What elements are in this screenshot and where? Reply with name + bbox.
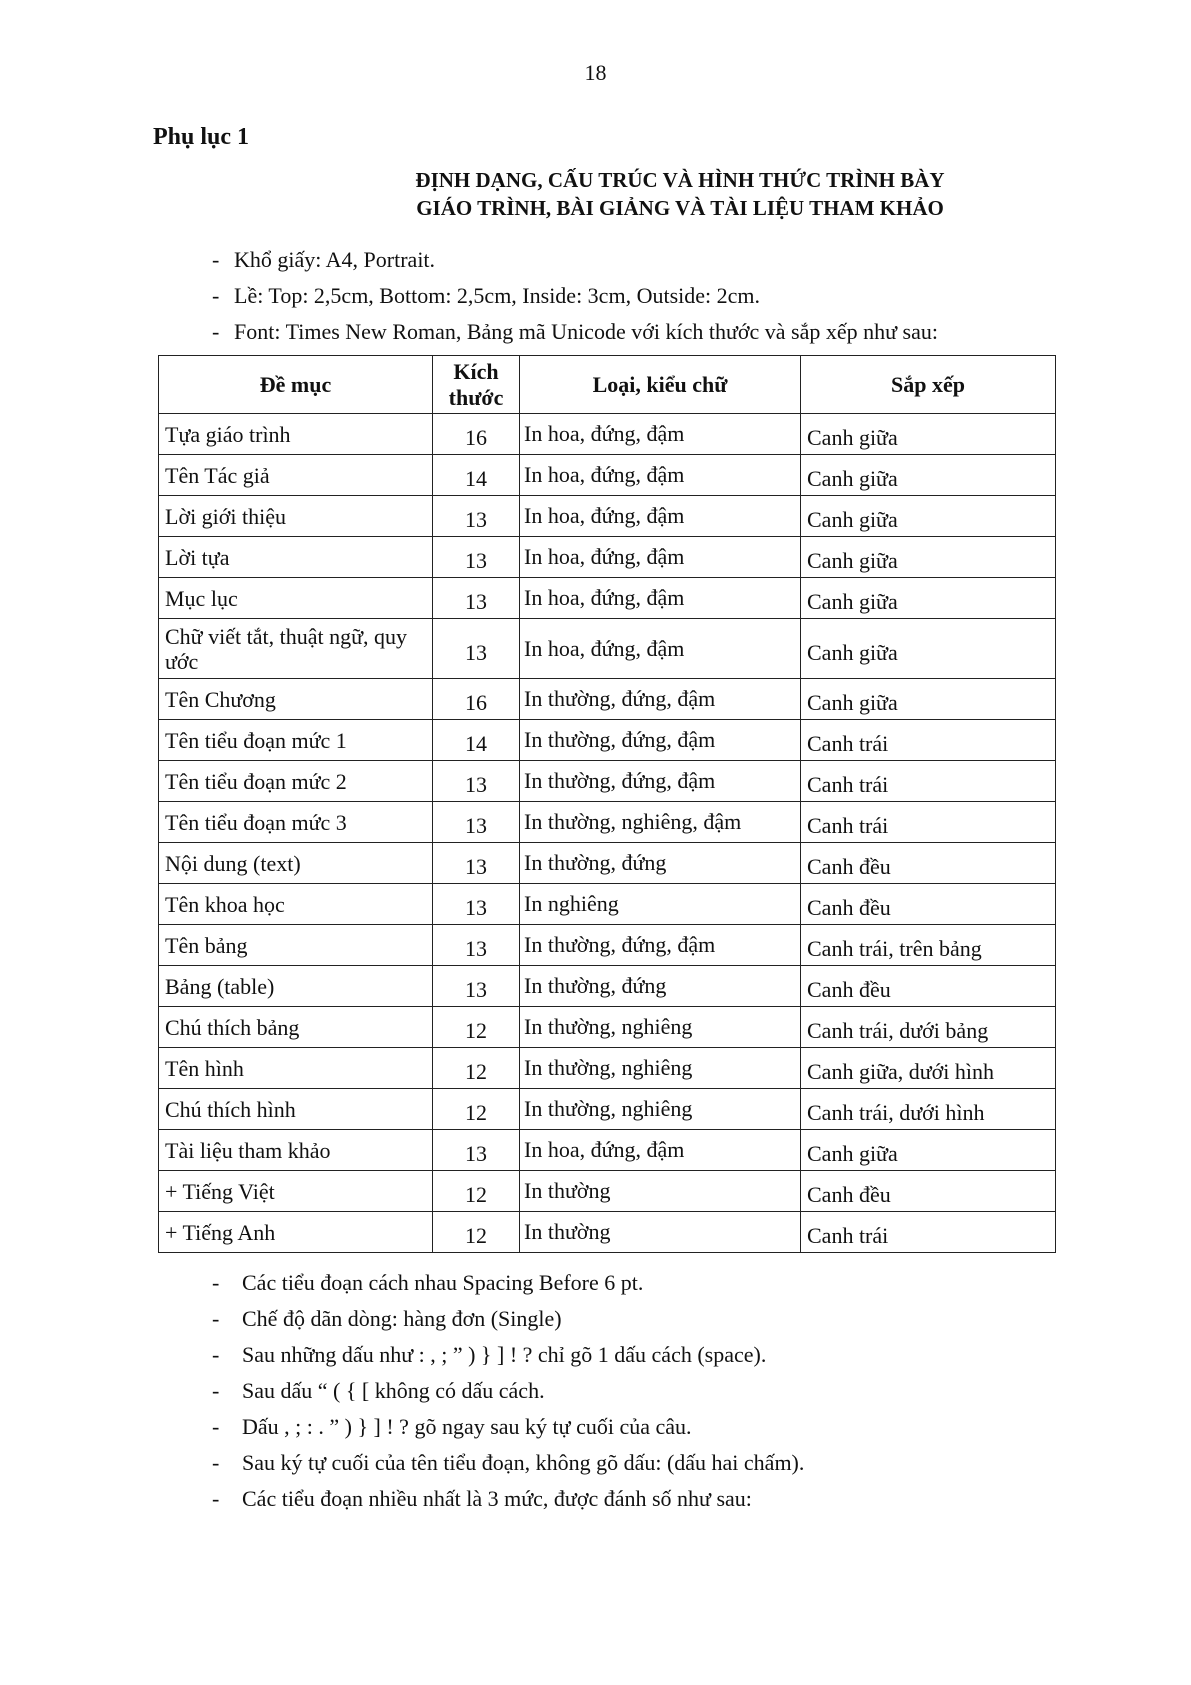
cell-sap-xep: Canh trái (801, 1212, 1056, 1253)
table-row (159, 802, 1056, 843)
cell-de-muc: Tên khoa học (159, 884, 433, 925)
table-row (159, 1171, 1056, 1212)
bullet-dash: - (212, 1270, 220, 1295)
cell-de-muc: Chữ viết tắt, thuật ngữ, quy ước (159, 619, 433, 679)
rule-item-text: Sau dấu “ ( { [ không có dấu cách. (242, 1378, 545, 1403)
cell-sap-xep: Canh giữa (801, 1130, 1056, 1171)
intro-item (212, 278, 938, 314)
intro-item-text: Font: Times New Roman, Bảng mã Unicode với kích thước và sắp xếp như sau: (234, 319, 938, 344)
cell-kich-thuoc: 12 (433, 1007, 520, 1048)
cell-loai-kieu-chu: In hoa, đứng, đậm (520, 496, 801, 537)
cell-sap-xep: Canh giữa (801, 455, 1056, 496)
cell-de-muc: Bảng (table) (159, 966, 433, 1007)
bullet-dash: - (212, 283, 220, 308)
cell-sap-xep: Canh trái (801, 720, 1056, 761)
cell-loai-kieu-chu: In thường, đứng, đậm (520, 720, 801, 761)
table-row (159, 761, 1056, 802)
table-row (159, 455, 1056, 496)
cell-de-muc: Tên tiểu đoạn mức 1 (159, 720, 433, 761)
cell-de-muc: + Tiếng Anh (159, 1212, 433, 1253)
cell-loai-kieu-chu: In hoa, đứng, đậm (520, 455, 801, 496)
cell-loai-kieu-chu: In thường, đứng, đậm (520, 925, 801, 966)
cell-loai-kieu-chu: In nghiêng (520, 884, 801, 925)
cell-de-muc: Nội dung (text) (159, 843, 433, 884)
header-sap-xep: Sắp xếp (801, 356, 1056, 414)
cell-de-muc: Tên Chương (159, 679, 433, 720)
rule-item-text: Chế độ dãn dòng: hàng đơn (Single) (242, 1306, 562, 1331)
cell-kich-thuoc: 13 (433, 843, 520, 884)
cell-de-muc: Chú thích hình (159, 1089, 433, 1130)
bullet-dash: - (212, 1306, 220, 1331)
cell-kich-thuoc: 13 (433, 966, 520, 1007)
table-row (159, 966, 1056, 1007)
cell-de-muc: Tên Tác giả (159, 455, 433, 496)
rule-item (212, 1373, 804, 1409)
cell-de-muc: Tên bảng (159, 925, 433, 966)
intro-item (212, 314, 938, 350)
cell-loai-kieu-chu: In thường, đứng (520, 966, 801, 1007)
table-row (159, 1130, 1056, 1171)
cell-de-muc: Tên tiểu đoạn mức 2 (159, 761, 433, 802)
table-row (159, 1048, 1056, 1089)
table-header-row (159, 356, 1056, 414)
appendix-title: Phụ lục 1 (153, 124, 250, 150)
cell-sap-xep: Canh giữa, dưới hình (801, 1048, 1056, 1089)
bullet-dash: - (212, 1450, 220, 1475)
rule-item (212, 1445, 804, 1481)
cell-kich-thuoc: 16 (433, 414, 520, 455)
document-title (150, 166, 1191, 222)
cell-de-muc: Chú thích bảng (159, 1007, 433, 1048)
cell-loai-kieu-chu: In thường, đứng (520, 843, 801, 884)
bullet-dash: - (212, 319, 220, 344)
formatting-rules-list (212, 1265, 804, 1517)
cell-kich-thuoc: 13 (433, 884, 520, 925)
cell-de-muc: Mục lục (159, 578, 433, 619)
rule-item-text: Các tiểu đoạn cách nhau Spacing Before 6 pt. (242, 1270, 644, 1295)
intro-item-text: Khổ giấy: A4, Portrait. (234, 247, 436, 272)
table-row (159, 537, 1056, 578)
cell-kich-thuoc: 13 (433, 496, 520, 537)
cell-de-muc: + Tiếng Việt (159, 1171, 433, 1212)
table-row (159, 414, 1056, 455)
cell-sap-xep: Canh giữa (801, 679, 1056, 720)
cell-kich-thuoc: 12 (433, 1048, 520, 1089)
cell-sap-xep: Canh đều (801, 843, 1056, 884)
rule-item (212, 1481, 804, 1517)
cell-sap-xep: Canh trái, dưới hình (801, 1089, 1056, 1130)
table-row (159, 925, 1056, 966)
rule-item (212, 1265, 804, 1301)
cell-sap-xep: Canh giữa (801, 537, 1056, 578)
cell-loai-kieu-chu: In hoa, đứng, đậm (520, 537, 801, 578)
bullet-dash: - (212, 1486, 220, 1511)
table-row (159, 679, 1056, 720)
cell-kich-thuoc: 12 (433, 1089, 520, 1130)
table-row (159, 720, 1056, 761)
cell-sap-xep: Canh trái, trên bảng (801, 925, 1056, 966)
cell-sap-xep: Canh giữa (801, 496, 1056, 537)
table-row (159, 1007, 1056, 1048)
bullet-dash: - (212, 1378, 220, 1403)
title-line-2: GIÁO TRÌNH, BÀI GIẢNG VÀ TÀI LIỆU THAM KHẢO (416, 196, 944, 220)
cell-loai-kieu-chu: In thường, nghiêng, đậm (520, 802, 801, 843)
cell-kich-thuoc: 14 (433, 455, 520, 496)
cell-de-muc: Lời giới thiệu (159, 496, 433, 537)
cell-sap-xep: Canh trái (801, 802, 1056, 843)
header-kich-line1: Kích (453, 358, 499, 384)
cell-de-muc: Lời tựa (159, 537, 433, 578)
cell-kich-thuoc: 12 (433, 1212, 520, 1253)
cell-loai-kieu-chu: In thường, nghiêng (520, 1048, 801, 1089)
cell-sap-xep: Canh giữa (801, 414, 1056, 455)
cell-kich-thuoc: 13 (433, 578, 520, 619)
cell-loai-kieu-chu: In thường (520, 1171, 801, 1212)
rule-item-text: Sau những dấu như : , ; ” ) } ] ! ? chỉ gõ 1 dấu cách (space). (242, 1342, 767, 1367)
cell-kich-thuoc: 14 (433, 720, 520, 761)
rule-item-text: Sau ký tự cuối của tên tiểu đoạn, không gõ dấu: (dấu hai chấm). (242, 1450, 805, 1475)
cell-kich-thuoc: 13 (433, 619, 520, 679)
cell-loai-kieu-chu: In thường (520, 1212, 801, 1253)
title-line-1: ĐỊNH DẠNG, CẤU TRÚC VÀ HÌNH THỨC TRÌNH BÀY (415, 168, 945, 192)
format-intro-list (212, 242, 938, 350)
cell-kich-thuoc: 13 (433, 761, 520, 802)
cell-kich-thuoc: 13 (433, 537, 520, 578)
cell-de-muc: Tựa giáo trình (159, 414, 433, 455)
table-row (159, 843, 1056, 884)
rule-item (212, 1301, 804, 1337)
cell-loai-kieu-chu: In hoa, đứng, đậm (520, 1130, 801, 1171)
cell-sap-xep: Canh đều (801, 1171, 1056, 1212)
table-row (159, 578, 1056, 619)
bullet-dash: - (212, 1414, 220, 1439)
table-row (159, 619, 1056, 679)
header-de-muc: Đề mục (159, 356, 433, 414)
cell-kich-thuoc: 16 (433, 679, 520, 720)
table-body (159, 414, 1056, 1253)
bullet-dash: - (212, 247, 220, 272)
cell-sap-xep: Canh giữa (801, 578, 1056, 619)
cell-sap-xep: Canh giữa (801, 619, 1056, 679)
rule-item (212, 1409, 804, 1445)
table-row (159, 1212, 1056, 1253)
cell-kich-thuoc: 12 (433, 1171, 520, 1212)
cell-sap-xep: Canh trái, dưới bảng (801, 1007, 1056, 1048)
intro-item-text: Lề: Top: 2,5cm, Bottom: 2,5cm, Inside: 3cm, Outside: 2cm. (234, 283, 760, 308)
cell-loai-kieu-chu: In hoa, đứng, đậm (520, 414, 801, 455)
cell-de-muc: Tên tiểu đoạn mức 3 (159, 802, 433, 843)
cell-loai-kieu-chu: In hoa, đứng, đậm (520, 619, 801, 679)
cell-de-muc: Tên hình (159, 1048, 433, 1089)
cell-kich-thuoc: 13 (433, 925, 520, 966)
table-row (159, 1089, 1056, 1130)
cell-loai-kieu-chu: In thường, nghiêng (520, 1089, 801, 1130)
intro-item (212, 242, 938, 278)
cell-loai-kieu-chu: In thường, đứng, đậm (520, 761, 801, 802)
header-kich-line2: thước (448, 384, 504, 410)
bullet-dash: - (212, 1342, 220, 1367)
page-number: 18 (584, 60, 607, 85)
cell-kich-thuoc: 13 (433, 1130, 520, 1171)
font-spec-table (158, 355, 1056, 1253)
cell-loai-kieu-chu: In thường, đứng, đậm (520, 679, 801, 720)
cell-loai-kieu-chu: In hoa, đứng, đậm (520, 578, 801, 619)
rule-item (212, 1337, 804, 1373)
cell-de-muc: Tài liệu tham khảo (159, 1130, 433, 1171)
cell-sap-xep: Canh đều (801, 884, 1056, 925)
cell-loai-kieu-chu: In thường, nghiêng (520, 1007, 801, 1048)
cell-sap-xep: Canh trái (801, 761, 1056, 802)
rule-item-text: Các tiểu đoạn nhiều nhất là 3 mức, được đánh số như sau: (242, 1486, 752, 1511)
rule-item-text: Dấu , ; : . ” ) } ] ! ? gõ ngay sau ký tự cuối của câu. (242, 1414, 692, 1439)
header-kich-thuoc (433, 356, 520, 414)
table-row (159, 884, 1056, 925)
header-loai-kieu-chu: Loại, kiểu chữ (520, 356, 801, 414)
cell-sap-xep: Canh đều (801, 966, 1056, 1007)
cell-kich-thuoc: 13 (433, 802, 520, 843)
table-row (159, 496, 1056, 537)
